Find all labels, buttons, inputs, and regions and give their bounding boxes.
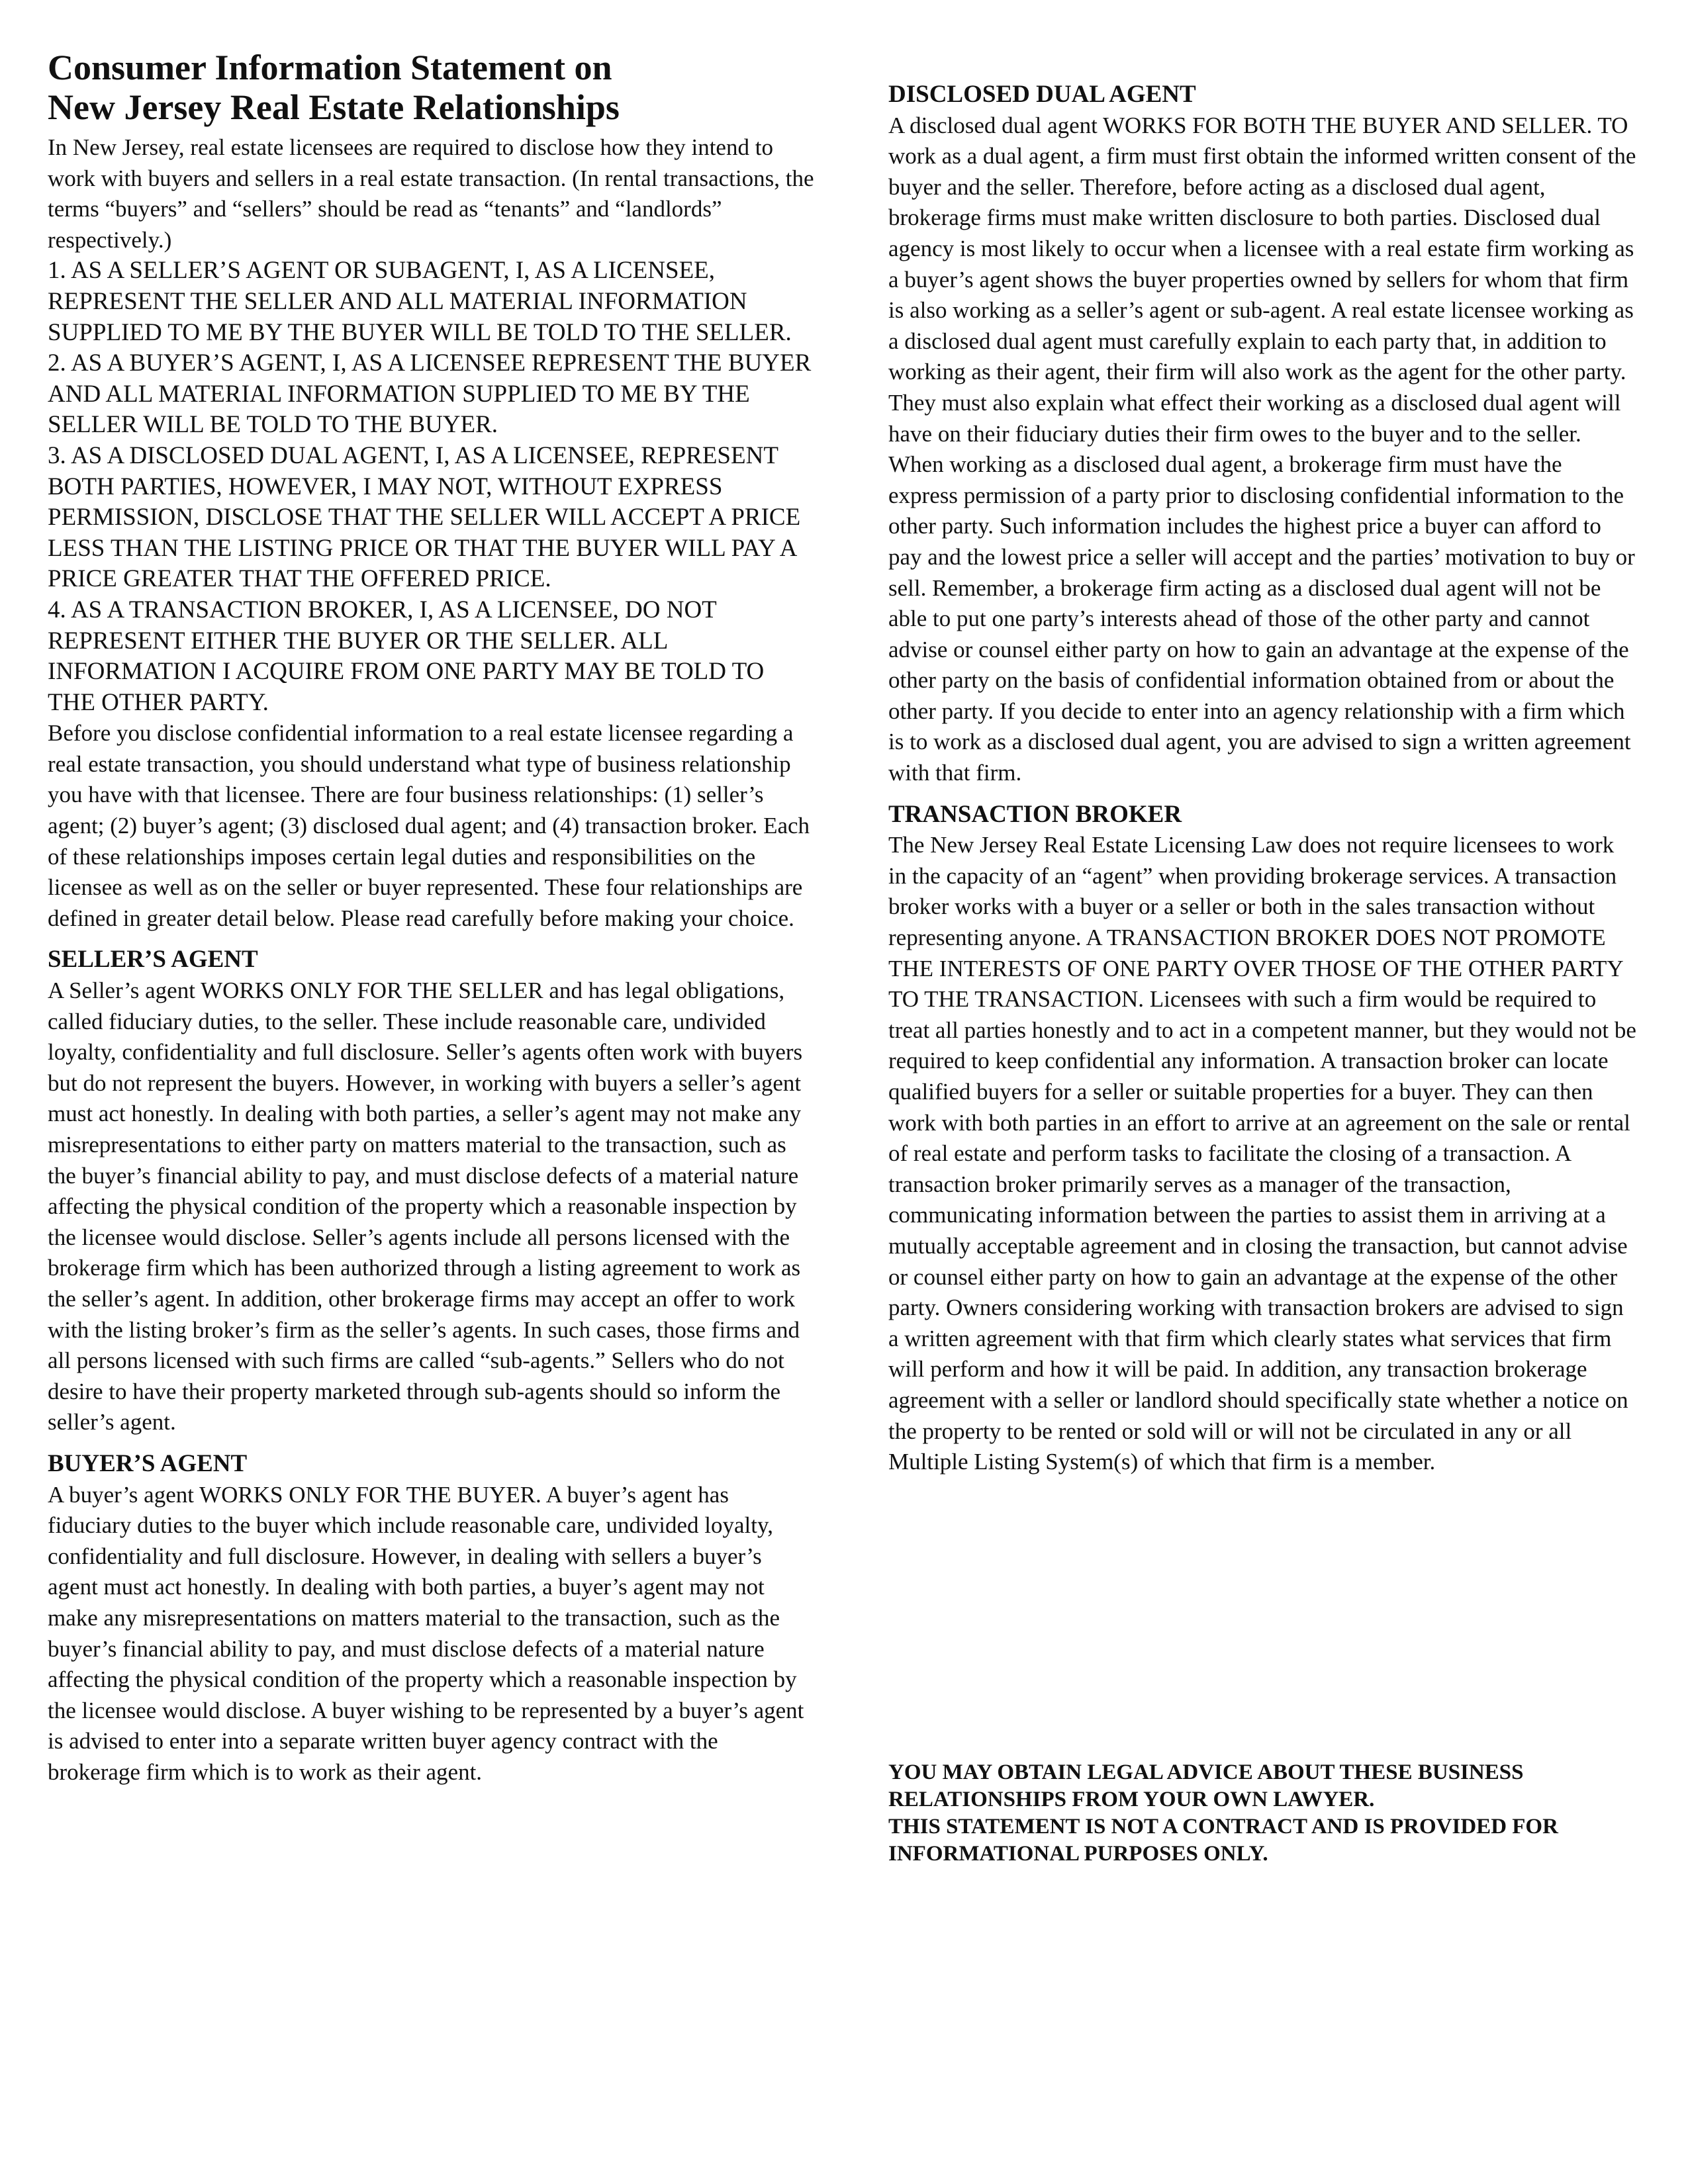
not-a-contract-notice: THIS STATEMENT IS NOT A CONTRACT AND IS PROVIDED FOR INFORMATIONAL PURPOSES ONLY. <box>888 1815 1558 1866</box>
document-title-line-1: Consumer Information Statement on <box>48 48 612 87</box>
sellers-agent-heading: SELLER’S AGENT <box>48 946 258 974</box>
statement-2: 2. AS A BUYER’S AGENT, I, AS A LICENSEE REPRESENT THE BUYER AND ALL MATERIAL INFORMATION SUPPLIED TO ME BY THE SELLER WILL BE TOLD TO THE BUYER. <box>48 349 812 439</box>
statement-4: 4. AS A TRANSACTION BROKER, I, AS A LICENSEE, DO NOT REPRESENT EITHER THE BUYER OR THE SELLER. ALL INFORMATION I ACQUIRE FROM ONE PARTY MAY BE TOLD TO THE OTHER PARTY. <box>48 596 765 716</box>
transaction-broker-body: The New Jersey Real Estate Licensing Law does not require licensees to work in the capacity of an “agent” when providing brokerage services. A transaction broker works with a buyer or a seller or both in the sales transaction without representing anyone. A TRANSACTION BROKER DOES NOT PROMOTE THE INTERESTS OF ONE PARTY OVER THOSE OF THE OTHER PARTY TO THE TRANSACTION. Licensees with such a firm would be required to treat all parties honestly and to act in a competent manner, but they would not be required to keep confidential any information. A transaction broker can locate qualified buyers for a seller or suitable properties for a buyer. They can then work with both parties in an effort to arrive at an agreement on the sale or rental of real estate and perform tasks to facilitate the closing of a transaction. A transaction broker primarily serves as a manager of the transaction, communicating information between the parties to assist them in arriving at a mutually acceptable agreement and in closing the transaction, but cannot advise or counsel either party on how to gain an advantage at the expense of the other party. Owners considering working with transaction brokers are advised to sign a written agreement with that firm which clearly states what services that firm will perform and how it will be paid. In addition, any transaction brokerage agreement with a seller or landlord should specifically state whether a notice on the property to be rented or sold will or will not be circulated in any or all Multiple Listing System(s) of which that firm is a member. <box>888 832 1636 1475</box>
statement-3: 3. AS A DISCLOSED DUAL AGENT, I, AS A LICENSEE, REPRESENT BOTH PARTIES, HOWEVER, I MAY NOT, WITHOUT EXPRESS PERMISSION, DISCLOSE THAT THE SELLER WILL ACCEPT A PRICE LESS THAN THE LISTING PRICE OR THAT THE BUYER WILL PAY A PRICE GREATER THAT THE OFFERED PRICE. <box>48 441 801 593</box>
dual-agent-body: A disclosed dual agent WORKS FOR BOTH THE BUYER AND SELLER. TO work as a dual agent, a firm must first obtain the informed written consent of the buyer and the seller. Therefore, before acting as a disclosed dual agent, brokerage firms must make written disclosure to both parties. Disclosed dual agency is most likely to occur when a licensee with a real estate firm working as a buyer’s agent shows the buyer properties owned by sellers for whom that firm is also working as a seller’s agent or sub-agent. A real estate licensee working as a disclosed dual agent must carefully explain to each party that, in addition to working as their agent, their firm will also work as the agent for the other party. They must also explain what effect their working as a disclosed dual agent will have on their fiduciary duties their firm owes to the buyer and to the seller. When working as a disclosed dual agent, a brokerage firm must have the express permission of a party prior to disclosing confidential information to the other party. Such information includes the highest price a buyer can afford to pay and the lowest price a seller will accept and the parties’ motivation to buy or sell. Remember, a brokerage firm acting as a disclosed dual agent will not be able to put one party’s interests ahead of those of the other party and cannot advise or counsel either party on how to gain an advantage at the expense of the other party on the basis of confidential information obtained from or about the other party. If you decide to enter into an agency relationship with a firm which is to work as a disclosed dual agent, you are advised to sign a written agreement with that firm. <box>888 112 1636 786</box>
intro-paragraph: In New Jersey, real estate licensees are required to disclose how they intend to work with buyers and sellers in a real estate transaction. (In rental transactions, the terms “buyers” and “sellers” should be read as “tenants” and “landlords” respectively.) <box>48 134 814 253</box>
legal-advice-notice: YOU MAY OBTAIN LEGAL ADVICE ABOUT THESE BUSINESS RELATIONSHIPS FROM YOUR OWN LAWYER. <box>888 1760 1524 1811</box>
before-disclosure-paragraph: Before you disclose confidential information to a real estate licensee regarding a real estate transaction, you should understand what type of business relationship you have with that licensee. There are four business relationships: (1) seller’s agent; (2) buyer’s agent; (3) disclosed dual agent; and (4) transaction broker. Each of these relationships imposes certain legal duties and responsibilities on the licensee as well as on the seller or buyer represented. These four relationships are defined in greater detail below. Please read carefully before making your choice. <box>48 720 810 931</box>
right-column <box>888 79 1636 1478</box>
sellers-agent-body: A Seller’s agent WORKS ONLY FOR THE SELLER and has legal obligations, called fiduciary duties, to the seller. These include reasonable care, undivided loyalty, confidentiality and full disclosure. Seller’s agents often work with buyers but do not represent the buyers. However, in working with buyers a seller’s agent must act honestly. In dealing with both parties, a seller’s agent may not make any misrepresentations to either party on matters material to the transaction, such as the buyer’s financial ability to pay, and must disclose defects of a material nature affecting the physical condition of the property which a reasonable inspection by the licensee would disclose. Seller’s agents include all persons licensed with the brokerage firm which has been authorized through a listing agreement to work as the seller’s agent. In addition, other brokerage firms may accept an offer to work with the listing broker’s firm as the seller’s agents. In such cases, those firms and all persons licensed with such firms are called “sub-agents.” Sellers who do not desire to have their property marketed through sub-agents should so inform the seller’s agent. <box>48 978 803 1435</box>
left-column <box>48 48 814 1788</box>
legal-notice <box>888 1759 1636 1868</box>
transaction-broker-heading: TRANSACTION BROKER <box>888 800 1182 828</box>
dual-agent-heading: DISCLOSED DUAL AGENT <box>888 81 1196 108</box>
buyers-agent-heading: BUYER’S AGENT <box>48 1449 248 1477</box>
document-title-line-2: New Jersey Real Estate Relationships <box>48 87 620 127</box>
buyers-agent-body: A buyer’s agent WORKS ONLY FOR THE BUYER. A buyer’s agent has fiduciary duties to the buyer which include reasonable care, undivided loyalty, confidentiality and full disclosure. However, in dealing with sellers a buyer’s agent must act honestly. In dealing with both parties, a buyer’s agent may not make any misrepresentations on matters material to the transaction, such as the buyer’s financial ability to pay, and must disclose defects of a material nature affecting the physical condition of the property which a reasonable inspection by the licensee would disclose. A buyer wishing to be represented by a buyer’s agent is advised to enter into a separate written buyer agency contract with the brokerage firm which is to work as their agent. <box>48 1481 804 1785</box>
statement-1: 1. AS A SELLER’S AGENT OR SUBAGENT, I, AS A LICENSEE, REPRESENT THE SELLER AND ALL MATERIAL INFORMATION SUPPLIED TO ME BY THE BUYER WILL BE TOLD TO THE SELLER. <box>48 257 792 346</box>
